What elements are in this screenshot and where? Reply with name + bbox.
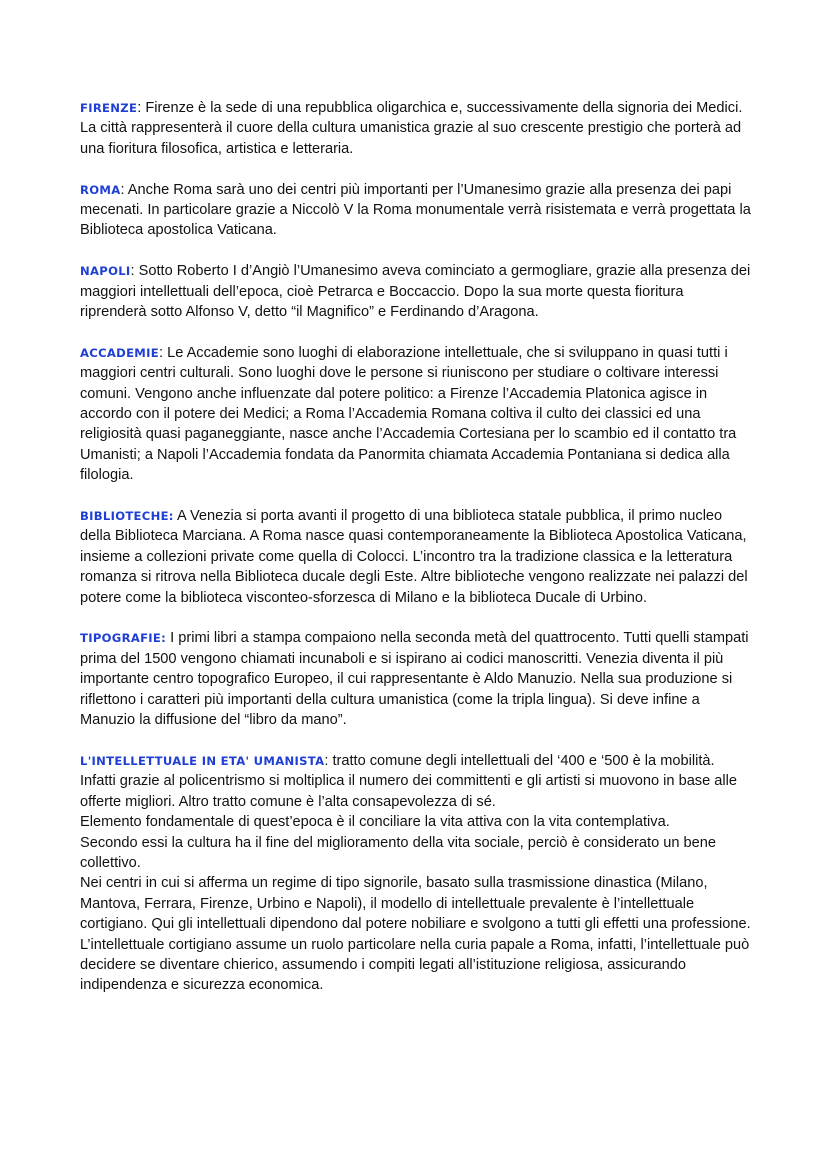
- section-tipografie: [80, 628, 752, 730]
- section-accademie: [80, 343, 752, 486]
- keyword-roma: ROMA: [80, 182, 121, 197]
- keyword-accademie: ACCADEMIE: [80, 345, 159, 360]
- text-firenze: : Firenze è la sede di una repubblica oligarchica e, successivamente della signoria dei Medici. La città rappresenterà il cuore della cultura umanistica grazie al suo crescente prestigio che porterà ad una fioritura filosofica, artistica e letteraria.: [80, 100, 743, 157]
- keyword-firenze: FIRENZE: [80, 101, 138, 115]
- text-biblioteche: A Venezia si porta avanti il progetto di una biblioteca statale pubblica, il primo nucleo della Biblioteca Marciana. A Roma nasce quasi contemporaneamente la Biblioteca Apostolica Vaticana, insieme a collezioni private come quella di Colocci. L’incontro tra la tradizione classica e la letteratura romanza si ritrova nella Biblioteca ducale degli Este. Altre biblioteche vengono realizzate nei palazzi del potere come la biblioteca visconteo-sforzesca di Milano e la biblioteca Ducale di Urbino.: [80, 508, 748, 606]
- text-intellettuale-line-3: Nei centri in cui si afferma un regime di tipo signorile, basato sulla trasmissione dinastica (Milano, Mantova, Ferrara, Firenze, Urbino e Napoli), il modello di intellettuale prevalente è l’intellettuale cortigiano. Qui gli intellettuali dipendono dal potere nobiliare e svolgono a tutti gli effetti una professione.: [80, 875, 751, 933]
- text-accademie: : Le Accademie sono luoghi di elaborazione intellettuale, che si sviluppano in quasi tutti i maggiori centri culturali. Sono luoghi dove le persone si riuniscono per studiare o coltivare interessi comuni. Vengono anche influenzate dal potere politico: a Firenze l’Accademia Platonica agisce in accordo con il potere dei Medici; a Roma l’Accademia Romana coltiva il culto dei classici ed una religiosità quasi paganeggiante, nasce anche l’Accademia Cortesiana per lo scambio ed il contatto tra Umanisti; a Napoli l’Accademia fondata da Panormita chiamata Accademia Pontaniana si dedica alla filologia.: [80, 344, 737, 484]
- text-napoli: : Sotto Roberto I d’Angiò l’Umanesimo aveva cominciato a germogliare, grazie alla presenza dei maggiori intellettuali dell’epoca, cioè Petrarca e Boccaccio. Dopo la sua morte questa fioritura riprenderà sotto Alfonso V, detto “il Magnifico” e Ferdinando d’Aragona.: [80, 263, 751, 321]
- document-body: [80, 98, 752, 1016]
- text-intellettuale-line-1: Elemento fondamentale di quest’epoca è il conciliare la vita attiva con la vita contemplativa.: [80, 814, 670, 831]
- section-biblioteche: [80, 506, 752, 608]
- text-intellettuale: : tratto comune degli intellettuali del ‘400 e ‘500 è la mobilità. Infatti grazie al policentrismo si moltiplica il numero dei committenti e gli artisti si muovono in base alle offerte migliori. Altro tratto comune è l’alta consapevolezza di sé.: [80, 752, 737, 810]
- keyword-intellettuale: L'INTELLETTUALE IN ETA' UMANISTA: [80, 753, 325, 768]
- keyword-biblioteche: BIBLIOTECHE:: [80, 509, 174, 524]
- section-firenze: [80, 98, 752, 159]
- text-tipografie: I primi libri a stampa compaiono nella seconda metà del quattrocento. Tutti quelli stampati prima del 1500 vengono chiamati incunaboli e si ispirano ai codici manoscritti. Venezia diventa il più importante centro topografico Europeo, il cui rappresentante è Aldo Manuzio. Nella sua produzione si riflettono i caratteri più importanti della cultura umanistica (come la tripla lingua). Si deve infine a Manuzio la diffusione del “libro da mano”.: [80, 630, 749, 729]
- section-roma: [80, 180, 752, 241]
- keyword-tipografie: TIPOGRAFIE:: [80, 631, 167, 646]
- text-intellettuale-line-4: L’intellettuale cortigiano assume un ruolo particolare nella curia papale a Roma, infatti, l’intellettuale può decidere se diventare chierico, assumendo i compiti legati all’istituzione religiosa, assicurando indipendenza e sicurezza economica.: [80, 936, 750, 994]
- section-intellettuale: [80, 751, 752, 996]
- section-napoli: [80, 261, 752, 322]
- text-roma: : Anche Roma sarà uno dei centri più importanti per l’Umanesimo grazie alla presenza dei papi mecenati. In particolare grazie a Niccolò V la Roma monumentale verrà risistemata e verrà progettata la Biblioteca apostolica Vaticana.: [80, 181, 751, 239]
- keyword-napoli: NAPOLI: [80, 264, 131, 279]
- text-intellettuale-line-2: Secondo essi la cultura ha il fine del miglioramento della vita sociale, perciò è considerato un bene collettivo.: [80, 834, 717, 871]
